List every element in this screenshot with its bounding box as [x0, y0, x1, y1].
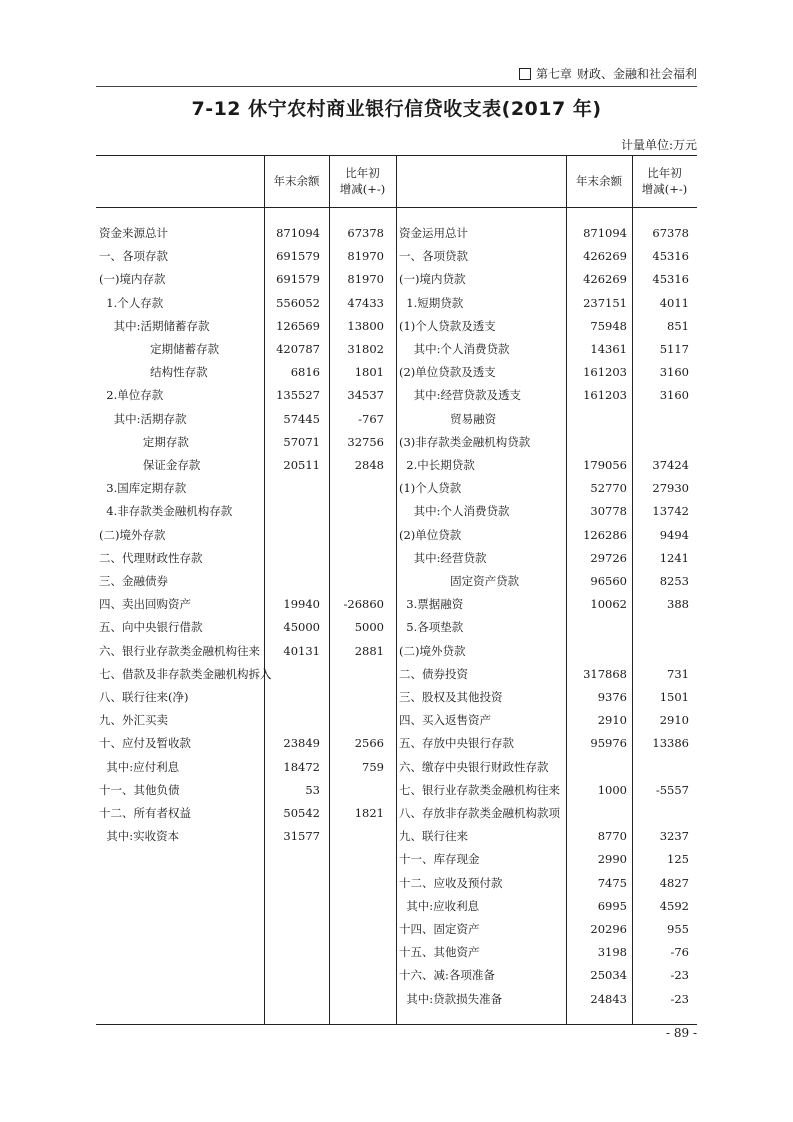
row-change-right [628, 640, 689, 663]
header-change-left: 比年初 增减(+-) [339, 166, 386, 196]
table-row [96, 756, 697, 779]
row-balance-right: 75948 [590, 318, 627, 333]
row-balance-left [264, 663, 320, 686]
row-change-left [322, 663, 384, 686]
row-change-right [628, 408, 689, 431]
row-balance-left: 57445 [283, 411, 320, 426]
row-balance-left: 45000 [283, 620, 320, 635]
table-row [96, 292, 697, 315]
table-row [96, 500, 697, 523]
row-change-left: 81970 [347, 272, 384, 287]
row-label-right: 其中:贷款损失准备 [399, 991, 503, 1006]
row-label-right: 2.中长期贷款 [399, 458, 475, 472]
row-balance-right: 161203 [583, 365, 627, 380]
row-label-left: 保证金存款 [99, 458, 201, 472]
row-change-right: 388 [667, 597, 689, 612]
row-change-right: 125 [667, 852, 689, 867]
row-label-right: 十一、库存现金 [399, 852, 480, 867]
row-label-left: 九、外汇买卖 [99, 713, 168, 728]
row-label-left: 六、银行业存款类金融机构往来 [99, 643, 260, 658]
row-balance-right: 25034 [590, 968, 627, 983]
table-row [96, 895, 697, 918]
table-row [96, 570, 697, 593]
row-change-left [322, 686, 384, 709]
row-balance-left: 23849 [283, 736, 320, 751]
row-change-left: 47433 [347, 295, 384, 310]
table-row [96, 686, 697, 709]
table-row [96, 384, 697, 407]
row-balance-right: 2990 [597, 852, 627, 867]
row-label-right: 资金运用总计 [399, 226, 468, 240]
row-balance-right [566, 431, 627, 454]
row-change-right: 45316 [652, 272, 689, 287]
row-label-right: 其中:经营贷款及透支 [399, 388, 521, 403]
row-balance-right: 30778 [590, 504, 627, 519]
table-row [96, 338, 697, 361]
row-change-right: 4011 [659, 295, 689, 310]
row-change-left: 81970 [347, 249, 384, 264]
table-row [96, 732, 697, 755]
row-change-right: 3160 [659, 365, 689, 380]
table-row [96, 477, 697, 500]
row-label-left: 七、借款及非存款类金融机构拆入 [99, 666, 272, 681]
table-row [96, 918, 697, 941]
row-balance-right [566, 616, 627, 639]
row-balance-right: 95976 [590, 736, 627, 751]
row-change-left: 2566 [354, 736, 384, 751]
table-row [96, 663, 697, 686]
row-label-right: 贸易融资 [399, 411, 497, 426]
row-balance-right: 96560 [590, 574, 627, 588]
row-balance-right: 20296 [590, 922, 627, 936]
row-label-right: (1)个人贷款及透支 [399, 318, 496, 333]
row-label-left: 4.非存款类金融机构存款 [99, 504, 233, 519]
row-change-left: 34537 [347, 388, 384, 403]
row-label-right: 十六、减:各项准备 [399, 968, 495, 983]
row-change-right: 3237 [659, 829, 689, 844]
table-row [96, 802, 697, 825]
row-label-right: 三、股权及其他投资 [399, 690, 503, 704]
row-change-right: -23 [670, 991, 689, 1006]
row-balance-right [566, 408, 627, 431]
row-change-left: -767 [358, 411, 384, 426]
row-balance-right: 126286 [583, 527, 627, 542]
chapter-label: 第七章 [535, 67, 572, 81]
row-change-left: 759 [362, 759, 384, 774]
row-label-left: 二、代理财政性存款 [99, 550, 203, 565]
row-change-right: -5557 [655, 782, 689, 797]
data-table [96, 155, 697, 1025]
row-label-right: 其中:应收利息 [399, 898, 480, 913]
row-balance-right: 179056 [583, 458, 627, 472]
row-label-left: 其中:实收资本 [99, 829, 180, 844]
row-change-right: 13386 [652, 736, 689, 751]
row-balance-right: 871094 [583, 226, 627, 240]
row-change-right: 2910 [659, 713, 689, 728]
row-change-right: 67378 [652, 226, 689, 240]
row-balance-right: 2910 [597, 713, 627, 728]
row-change-right: 45316 [652, 249, 689, 264]
row-balance-left: 57071 [283, 434, 320, 449]
row-label-left: 十二、所有者权益 [99, 806, 191, 820]
row-label-left: (二)境外存款 [99, 527, 166, 542]
row-change-right: 13742 [652, 504, 689, 519]
row-label-left: 定期储蓄存款 [99, 342, 220, 356]
row-change-left [322, 570, 384, 593]
row-balance-right: 161203 [583, 388, 627, 403]
row-change-left [322, 709, 384, 732]
row-label-right: 十四、固定资产 [399, 922, 480, 936]
row-label-right: (2)单位贷款 [399, 527, 462, 542]
row-change-right: 3160 [659, 388, 689, 403]
row-label-right: 八、存放非存款类金融机构款项 [399, 806, 560, 820]
row-change-left: 1801 [354, 365, 384, 380]
table-row [96, 524, 697, 547]
row-balance-right: 14361 [590, 342, 627, 356]
header-balance-right: 年末余额 [576, 174, 622, 188]
row-label-left: 三、金融债券 [99, 574, 168, 588]
table-row [96, 779, 697, 802]
row-change-right: 5117 [659, 342, 689, 356]
section-label: 财政、金融和社会福利 [576, 67, 697, 81]
row-change-right: 4827 [659, 875, 689, 890]
row-change-right [628, 431, 689, 454]
row-change-left [322, 524, 384, 547]
row-change-left: 2848 [354, 458, 384, 472]
row-balance-right: 6995 [597, 898, 627, 913]
row-change-right: 731 [667, 666, 689, 681]
row-balance-left [264, 477, 320, 500]
row-balance-right: 426269 [583, 249, 627, 264]
row-label-right: 十二、应收及预付款 [399, 875, 503, 890]
row-balance-left [264, 524, 320, 547]
row-change-right [628, 756, 689, 779]
row-label-right: (一)境内贷款 [399, 272, 466, 287]
row-label-left: 其中:活期储蓄存款 [99, 318, 210, 333]
row-label-left: (一)境内存款 [99, 272, 166, 287]
row-balance-left: 40131 [283, 643, 320, 658]
row-label-left: 四、卖出回购资产 [99, 597, 191, 612]
row-balance-left: 126569 [276, 318, 320, 333]
row-balance-left [264, 547, 320, 570]
chapter-header [519, 65, 697, 82]
row-balance-right: 24843 [590, 991, 627, 1006]
row-change-right [628, 616, 689, 639]
row-label-left: 十一、其他负债 [99, 782, 180, 797]
row-balance-left: 6816 [290, 365, 320, 380]
row-balance-right: 317868 [583, 666, 627, 681]
row-balance-left: 691579 [276, 272, 320, 287]
row-label-right: 六、缴存中央银行财政性存款 [399, 759, 549, 774]
table-row [96, 640, 697, 663]
table-row [96, 941, 697, 964]
row-label-left: 五、向中央银行借款 [99, 620, 203, 635]
row-label-left: 1.个人存款 [99, 295, 164, 310]
row-balance-left: 53 [305, 782, 320, 797]
row-balance-right: 426269 [583, 272, 627, 287]
row-change-left: -26860 [343, 597, 384, 612]
row-balance-right: 29726 [590, 550, 627, 565]
row-label-right: (2)单位贷款及透支 [399, 365, 496, 380]
row-label-right: 九、联行往来 [399, 829, 468, 844]
header-balance-left: 年末余额 [273, 174, 320, 188]
unit-label: 计量单位:万元 [620, 138, 697, 152]
row-balance-left: 18472 [283, 759, 320, 774]
row-change-right: -76 [670, 945, 689, 960]
table-row [96, 825, 697, 848]
row-label-right: 其中:个人消费贷款 [399, 342, 510, 356]
row-label-right: 其中:个人消费贷款 [399, 504, 510, 519]
header-change-right: 比年初 增减(+-) [641, 166, 688, 196]
row-balance-right: 3198 [597, 945, 627, 960]
row-change-right: 1241 [659, 550, 689, 565]
row-label-right: (二)境外贷款 [399, 643, 466, 658]
row-balance-right: 8770 [597, 829, 627, 844]
row-balance-right: 52770 [590, 481, 627, 496]
row-label-left: 其中:应付利息 [99, 759, 180, 774]
row-change-left: 1821 [354, 806, 384, 820]
row-change-right: 955 [667, 922, 689, 936]
table-row [96, 454, 697, 477]
row-label-left: 一、各项存款 [99, 249, 168, 264]
row-change-right: 8253 [659, 574, 689, 588]
row-label-left: 定期存款 [99, 434, 189, 449]
row-balance-left: 420787 [276, 342, 320, 356]
row-balance-left [264, 570, 320, 593]
row-balance-right: 9376 [597, 690, 627, 704]
row-change-left [322, 779, 384, 802]
row-label-right: 固定资产贷款 [399, 574, 520, 588]
row-label-left: 八、联行往来(净) [99, 690, 189, 704]
row-balance-left: 31577 [283, 829, 320, 844]
row-balance-right: 7475 [597, 875, 627, 890]
row-balance-left: 19940 [283, 597, 320, 612]
row-balance-left [264, 686, 320, 709]
row-label-left: 2.单位存款 [99, 388, 164, 403]
header-rule [96, 86, 697, 87]
row-label-right: 其中:经营贷款 [399, 550, 487, 565]
row-change-right: 851 [667, 318, 689, 333]
row-label-right: 3.票据融资 [399, 597, 464, 612]
table-row [96, 988, 697, 1011]
page-number: - 89 - [665, 1026, 697, 1040]
row-balance-left [264, 709, 320, 732]
row-balance-right [566, 756, 627, 779]
row-change-right: 1501 [659, 690, 689, 704]
row-label-right: 七、银行业存款类金融机构往来 [399, 782, 560, 797]
table-row [96, 315, 697, 338]
table-row [96, 709, 697, 732]
row-label-right: 十五、其他资产 [399, 945, 480, 960]
table-row [96, 222, 697, 245]
table-row [96, 268, 697, 291]
row-label-left: 资金来源总计 [99, 226, 168, 240]
table-row [96, 547, 697, 570]
row-change-left: 32756 [347, 434, 384, 449]
table-row [96, 616, 697, 639]
row-change-left [322, 477, 384, 500]
table-row [96, 964, 697, 987]
row-label-right: (3)非存款类金融机构贷款 [399, 434, 531, 449]
row-balance-right [566, 640, 627, 663]
row-change-right: 4592 [659, 898, 689, 913]
row-change-left: 67378 [347, 226, 384, 240]
row-label-right: 五、存放中央银行存款 [399, 736, 514, 751]
row-label-left: 十、应付及暂收款 [99, 736, 191, 751]
row-change-right: 37424 [652, 458, 689, 472]
row-change-right [628, 802, 689, 825]
row-balance-right [566, 802, 627, 825]
page-title: 7-12 休宁农村商业银行信贷收支表(2017 年) [191, 98, 602, 120]
row-change-left: 5000 [354, 620, 384, 635]
row-change-left [322, 547, 384, 570]
row-balance-left: 135527 [276, 388, 320, 403]
table-row [96, 872, 697, 895]
table-row [96, 408, 697, 431]
row-change-right: 9494 [659, 527, 689, 542]
row-label-right: 四、买入返售资产 [399, 713, 491, 728]
row-balance-left: 556052 [276, 295, 320, 310]
row-change-right: -23 [670, 968, 689, 983]
table-row [96, 361, 697, 384]
table-row [96, 431, 697, 454]
row-balance-right: 10062 [590, 597, 627, 612]
table-row [96, 245, 697, 268]
row-balance-left: 50542 [283, 806, 320, 820]
row-label-right: 5.各项垫款 [399, 620, 464, 635]
row-balance-right: 1000 [597, 782, 627, 797]
row-change-right: 27930 [652, 481, 689, 496]
row-label-left: 3.国库定期存款 [99, 481, 187, 496]
square-marker-icon [519, 68, 531, 80]
row-label-right: (1)个人贷款 [399, 481, 462, 496]
row-label-right: 1.短期贷款 [399, 295, 464, 310]
row-change-left: 31802 [347, 342, 384, 356]
row-label-right: 一、各项贷款 [399, 249, 468, 264]
row-label-left: 结构性存款 [99, 365, 208, 380]
row-change-left: 13800 [347, 318, 384, 333]
row-change-left [322, 500, 384, 523]
table-row [96, 593, 697, 616]
table-row [96, 848, 697, 871]
row-balance-left [264, 500, 320, 523]
row-change-left: 2881 [354, 643, 384, 658]
row-label-left: 其中:活期存款 [99, 411, 187, 426]
row-balance-right: 237151 [583, 295, 627, 310]
row-balance-left: 691579 [276, 249, 320, 264]
row-balance-left: 20511 [283, 458, 320, 472]
row-balance-left: 871094 [276, 226, 320, 240]
row-label-right: 二、债券投资 [399, 666, 468, 681]
row-change-left [322, 825, 384, 848]
